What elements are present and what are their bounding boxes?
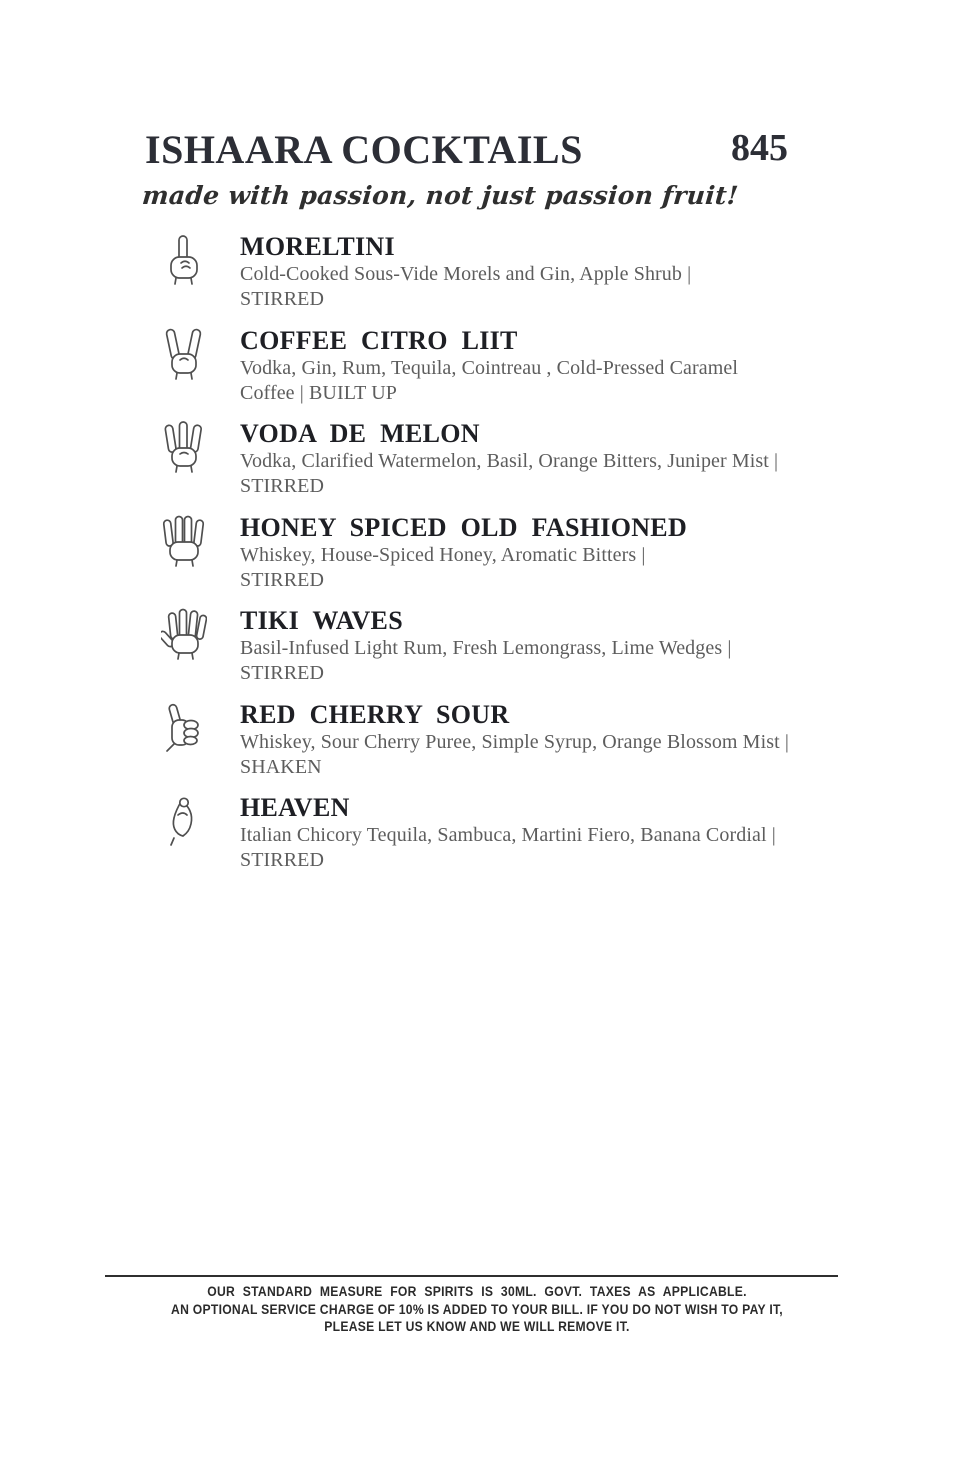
menu-item-coffee-citro-liit (145, 326, 845, 420)
description-line: SHAKEN (240, 755, 322, 778)
two-fingers-count-hand-icon (145, 326, 240, 389)
cocktail-description (240, 449, 845, 499)
description-line: Vodka, Clarified Watermelon, Basil, Orange Bitters, Juniper Mist | (240, 450, 779, 472)
cocktail-description (240, 356, 845, 406)
cocktail-description (240, 823, 845, 873)
cocktail-description (240, 636, 845, 686)
four-fingers-count-hand-icon (145, 513, 240, 576)
page-title: ISHAARA COCKTAILS (145, 127, 583, 172)
description-line: Coffee | BUILT UP (240, 381, 398, 404)
description-line: Vodka, Gin, Rum, Tequila, Cointreau , Cold-Pressed Caramel (240, 356, 739, 379)
cocktail-name: HONEY SPICED OLD FASHIONED (240, 512, 688, 542)
cocktail-description (240, 730, 845, 780)
thumbs-up-hand-icon (145, 700, 240, 763)
description-line: Whiskey, House-Spiced Honey, Aromatic Bitters | (240, 543, 646, 566)
price: 845 (731, 127, 788, 169)
description-line: STIRRED (240, 662, 325, 684)
footer-line: OUR STANDARD MEASURE FOR SPIRITS IS 30ML. GOVT. TAXES AS APPLICABLE. (207, 1284, 747, 1299)
description-line: Whiskey, Sour Cherry Puree, Simple Syrup, Orange Blossom Mist | (240, 730, 789, 753)
pinched-fingers-hand-icon (145, 793, 240, 856)
menu-item-voda-de-melon (145, 419, 845, 513)
menu-item-moreltini (145, 232, 845, 326)
cocktail-name: TIKI WAVES (240, 606, 403, 635)
one-finger-count-hand-icon (145, 232, 240, 295)
description-line: STIRRED (240, 288, 325, 310)
tagline: made with passion, not just passion fruit! (141, 181, 740, 210)
menu-item-honey-spiced-old-fashioned (145, 513, 845, 607)
cocktail-description (240, 262, 845, 312)
menu-item-tiki-waves (145, 606, 845, 700)
menu-item-red-cherry-sour (145, 700, 845, 794)
cocktail-name: RED CHERRY SOUR (240, 699, 510, 729)
cocktail-list (145, 232, 845, 887)
footer-disclaimer (0, 1283, 954, 1336)
cocktail-name: MORELTINI (240, 232, 395, 261)
menu-item-heaven (145, 793, 845, 887)
open-palm-hand-icon (145, 606, 240, 669)
cocktail-name: VODA DE MELON (240, 419, 480, 448)
description-line: Basil-Infused Light Rum, Fresh Lemongrass, Lime Wedges | (240, 637, 732, 659)
three-fingers-count-hand-icon (145, 419, 240, 482)
description-line: Italian Chicory Tequila, Sambuca, Martini Fiero, Banana Cordial | (240, 824, 776, 846)
footer-line: PLEASE LET US KNOW AND WE WILL REMOVE IT. (324, 1319, 630, 1334)
description-line: STIRRED (240, 849, 325, 871)
cocktail-name: HEAVEN (240, 793, 350, 822)
description-line: STIRRED (240, 568, 325, 591)
description-line: STIRRED (240, 475, 325, 497)
cocktail-description (240, 543, 845, 593)
footer-divider (105, 1275, 838, 1277)
description-line: Cold-Cooked Sous-Vide Morels and Gin, Apple Shrub | (240, 263, 692, 285)
cocktail-name: COFFEE CITRO LIIT (240, 325, 518, 355)
footer-line: AN OPTIONAL SERVICE CHARGE OF 10% IS ADDED TO YOUR BILL. IF YOU DO NOT WISH TO PAY IT, (171, 1301, 783, 1317)
